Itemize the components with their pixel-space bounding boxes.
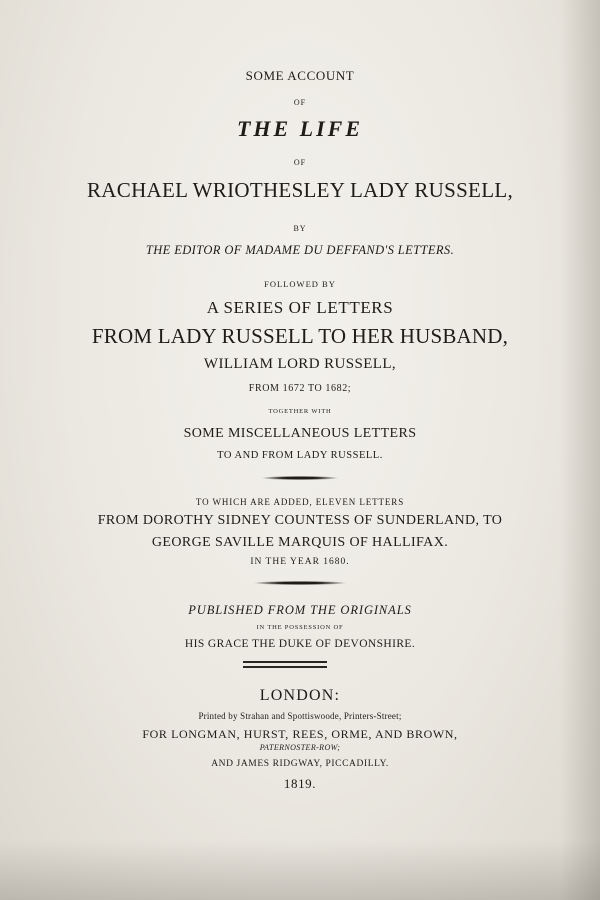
published-from-originals: PUBLISHED FROM THE ORIGINALS	[188, 603, 412, 617]
page-edge-shadow	[560, 0, 600, 900]
date-range: FROM 1672 TO 1682;	[248, 383, 352, 394]
ridgway-line: AND JAMES RIDGWAY, PICCADILLY.	[211, 759, 389, 769]
eleven-letters-added: TO WHICH ARE ADDED, ELEVEN LETTERS	[195, 497, 405, 507]
letters-to-husband: FROM LADY RUSSELL TO HER HUSBAND,	[91, 324, 509, 348]
publisher-address: PATERNOSTER-ROW;	[259, 743, 341, 752]
double-rule-bottom	[243, 666, 327, 668]
connector-of-2: OF	[293, 158, 307, 167]
heading-some-account: SOME ACCOUNT	[245, 68, 355, 83]
together-with: TOGETHER WITH	[268, 408, 332, 415]
connector-of-1: OF	[293, 98, 307, 107]
double-rule-top	[243, 661, 327, 663]
to-and-from: TO AND FROM LADY RUSSELL.	[217, 450, 383, 461]
in-possession-of: IN THE POSSESSION OF	[256, 624, 344, 631]
publication-year: 1819.	[283, 776, 317, 791]
followed-by: FOLLOWED BY	[264, 279, 336, 289]
heading-the-life: THE LIFE	[236, 116, 364, 141]
duke-of-devonshire: HIS GRACE THE DUKE OF DEVONSHIRE.	[184, 638, 416, 650]
imprint-city: LONDON:	[259, 687, 341, 704]
sunderland-line: FROM DOROTHY SIDNEY COUNTESS OF SUNDERLAND, TO	[97, 513, 503, 528]
page-bottom-shadow	[0, 840, 600, 900]
printer-line: Printed by Strahan and Spottiswoode, Printers-Street;	[198, 711, 402, 721]
subject-name: RACHAEL WRIOTHESLEY LADY RUSSELL,	[87, 178, 513, 202]
ornamental-rule-1	[262, 476, 338, 480]
series-of-letters: A SERIES OF LETTERS	[206, 298, 394, 317]
husband-name: WILLIAM LORD RUSSELL,	[203, 356, 397, 372]
publishers-line: FOR LONGMAN, HURST, REES, ORME, AND BROWN,	[142, 727, 458, 741]
connector-by: BY	[293, 224, 307, 233]
year-line: IN THE YEAR 1680.	[250, 557, 350, 567]
editor-credit: THE EDITOR OF MADAME DU DEFFAND'S LETTERS.	[145, 243, 455, 257]
miscellaneous-letters: SOME MISCELLANEOUS LETTERS	[183, 426, 417, 441]
ornamental-rule-2	[254, 581, 346, 585]
hallifax-line: GEORGE SAVILLE MARQUIS OF HALLIFAX.	[151, 535, 449, 550]
